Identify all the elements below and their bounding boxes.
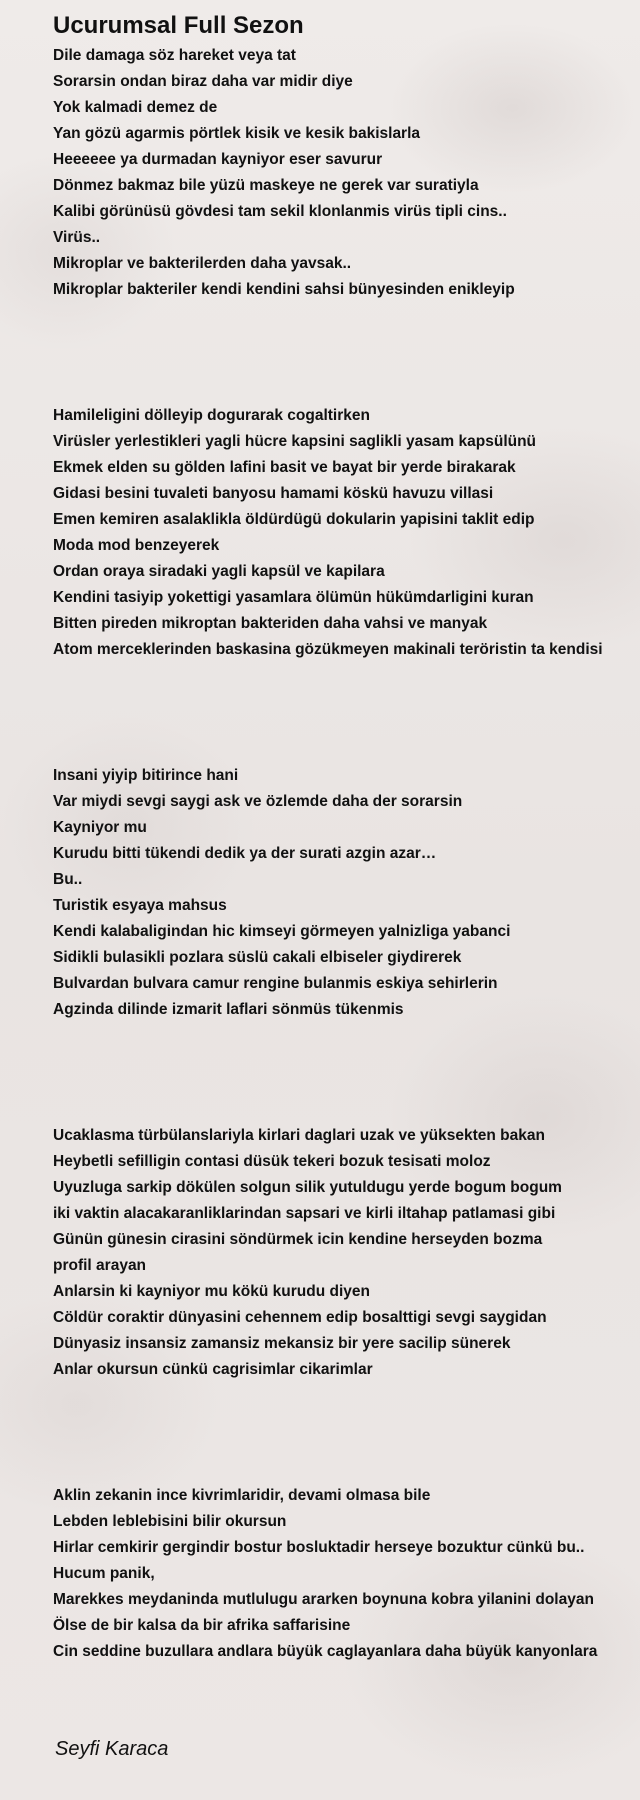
poem-line: Anlar okursun cünkü cagrisimlar cikarimlar [53,1361,373,1378]
poem-line: profil arayan [53,1257,147,1274]
poem-line: Ekmek elden su gölden lafini basit ve bayat bir yerde birakarak [53,459,516,476]
poem-line: Hirlar cemkirir gergindir bostur bosluktadir herseye bozuktur cünkü bu.. [53,1539,585,1556]
poem-body [53,43,633,1665]
stanza-gap [53,303,633,403]
poem-line: Cin seddine buzullara andlara büyük caglayanlara daha büyük kanyonlara [53,1643,598,1660]
poem-line: Turistik esyaya mahsus [53,897,227,914]
poem-stanza [53,1483,633,1665]
poem-line: Agzinda dilinde izmarit laflari sönmüs tükenmis [53,1001,404,1018]
poem-stanza [53,43,633,303]
poem-line: Emen kemiren asalaklikla öldürdügü dokularin yapisini taklit edip [53,511,535,528]
poem-line: Hucum panik, [53,1565,155,1582]
poem-line: Yan gözü agarmis pörtlek kisik ve kesik bakislarla [53,125,421,142]
poem-line: Dile damaga söz hareket veya tat [53,47,296,64]
poem-line: Virüs.. [53,229,101,246]
poem-line: Gidasi besini tuvaleti banyosu hamami köskü havuzu villasi [53,485,494,502]
poem-title: Ucurumsal Full Sezon [53,12,304,39]
poem-line: Marekkes meydaninda mutlulugu ararken boynuna kobra yilanini dolayan [53,1591,594,1608]
poem-line: Ucaklasma türbülanslariyla kirlari daglari uzak ve yüksekten bakan [53,1127,545,1144]
poem-line: Uyuzluga sarkip dökülen solgun silik yutuldugu yerde bogum bogum [53,1179,562,1196]
poem-line: Günün günesin cirasini söndürmek icin kendine herseyden bozma [53,1231,543,1248]
poem-line: Mikroplar bakteriler kendi kendini sahsi bünyesinden enikleyip [53,281,515,298]
poem-author: Seyfi Karaca [55,1738,169,1760]
poem-line: Kendi kalabaligindan hic kimseyi görmeyen yalnizliga yabanci [53,923,511,940]
stanza-gap [53,1383,633,1483]
poem-line: Atom merceklerinden baskasina gözükmeyen makinali teröristin ta kendisi [53,641,603,658]
poem-line: Bitten pireden mikroptan bakteriden daha vahsi ve manyak [53,615,488,632]
poem-line: Moda mod benzeyerek [53,537,220,554]
stanza-gap [53,663,633,763]
poem-stanza [53,403,633,663]
poem-stanza [53,763,633,1023]
poem [53,0,633,1665]
stanza-gap [53,1023,633,1123]
poem-line: Ölse de bir kalsa da bir afrika saffarisine [53,1617,351,1634]
poem-line: Kendini tasiyip yokettigi yasamlara ölümün hükümdarligini kuran [53,589,534,606]
poem-line: Virüsler yerlestikleri yagli hücre kapsini saglikli yasam kapsülünü [53,433,537,450]
poem-line: Bulvardan bulvara camur rengine bulanmis eskiya sehirlerin [53,975,498,992]
poem-line: Lebden leblebisini bilir okursun [53,1513,287,1530]
poem-line: Kurudu bitti tükendi dedik ya der surati azgin azar… [53,845,437,862]
poem-line: Heybetli sefilligin contasi düsük tekeri bozuk tesisati moloz [53,1153,491,1170]
poem-stanza [53,1123,633,1383]
poem-line: Kalibi görünüsü gövdesi tam sekil klonlanmis virüs tipli cins.. [53,203,507,220]
poem-line: Kayniyor mu [53,819,147,836]
poem-line: Cöldür coraktir dünyasini cehennem edip bosalttigi sevgi saygidan [53,1309,547,1326]
poem-line: Dünyasiz insansiz zamansiz mekansiz bir yere sacilip sünerek [53,1335,511,1352]
poem-line: Anlarsin ki kayniyor mu kökü kurudu diyen [53,1283,370,1300]
poem-line: iki vaktin alacakaranliklarindan sapsari ve kirli iltahap patlamasi gibi [53,1205,556,1222]
poem-line: Insani yiyip bitirince hani [53,767,239,784]
poem-line: Aklin zekanin ince kivrimlaridir, devami olmasa bile [53,1487,431,1504]
poem-line: Ordan oraya siradaki yagli kapsül ve kapilara [53,563,385,580]
poem-line: Heeeeee ya durmadan kayniyor eser savurur [53,151,383,168]
poem-line: Yok kalmadi demez de [53,99,218,116]
poem-line: Var miydi sevgi saygi ask ve özlemde daha der sorarsin [53,793,463,810]
poem-line: Bu.. [53,871,83,888]
poem-line: Mikroplar ve bakterilerden daha yavsak.. [53,255,352,272]
poem-line: Sidikli bulasikli pozlara süslü cakali elbiseler giydirerek [53,949,462,966]
poem-line: Dönmez bakmaz bile yüzü maskeye ne gerek var suratiyla [53,177,479,194]
poem-line: Sorarsin ondan biraz daha var midir diye [53,73,353,90]
poem-line: Hamileligini dölleyip dogurarak cogaltirken [53,407,370,424]
